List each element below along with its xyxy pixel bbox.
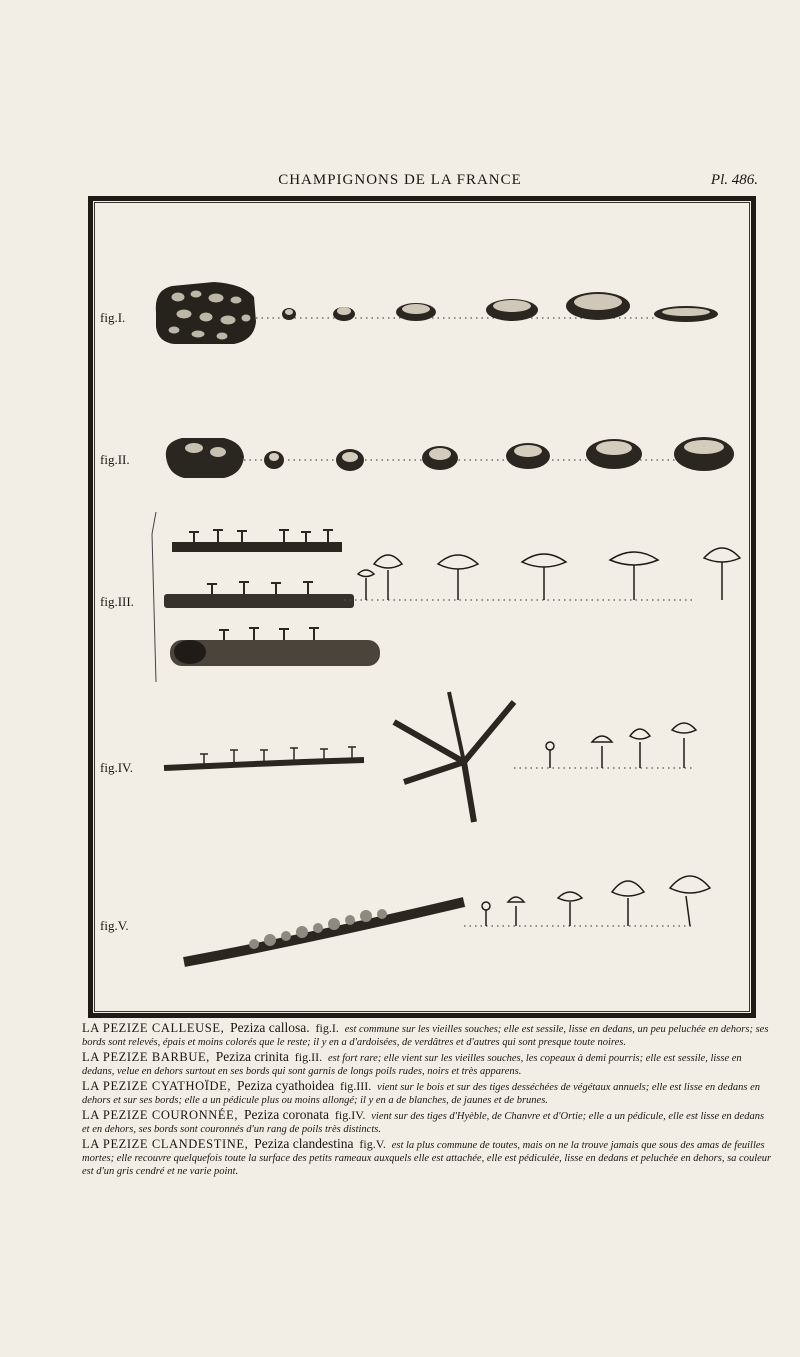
fig-4-illustration [164, 692, 696, 822]
caption-fig: fig.V. [359, 1137, 386, 1151]
caption-fig: fig.IV. [334, 1108, 366, 1122]
caption-fig: fig.I. [315, 1021, 339, 1035]
figure-label: fig.III. [100, 594, 134, 609]
fig-5-illustration [184, 876, 710, 962]
caption-latin: Peziza callosa. [230, 1020, 310, 1035]
caption-entry [82, 1138, 772, 1178]
fig-3-illustration [152, 512, 740, 682]
caption-latin: Peziza cyathoidea [237, 1078, 335, 1093]
figure-label: fig.V. [100, 918, 129, 933]
caption-latin: Peziza crinita [215, 1049, 289, 1064]
caption-title: LA PEZIZE CLANDESTINE, [82, 1137, 249, 1151]
caption-entry [82, 1051, 772, 1078]
caption-latin: Peziza coronata [243, 1107, 330, 1122]
caption-entry [82, 1109, 772, 1136]
caption-latin: Peziza clandestina [254, 1136, 354, 1151]
caption-description: est la plus commune de toutes, mais on ne la trouve jamais que sous des amas de feuilles mortes; elle recouvre quelquefois toute la surface des petits rameaux auxquels elle est attachée, elle est pédiculée, lisse en dedans et peluchée en dehors, sa couleur est d'un gris cendré et ne varie point. [82, 1140, 772, 1177]
caption-block [82, 1022, 772, 1180]
figure-label: fig.II. [100, 452, 130, 467]
figure-label: fig.I. [100, 310, 126, 325]
fig-2-illustration [166, 437, 734, 478]
plate-title: CHAMPIGNONS DE LA FRANCE [278, 172, 522, 188]
caption-entry [82, 1080, 772, 1107]
caption-title: LA PEZIZE CYATHOÏDE, [82, 1079, 232, 1093]
caption-description: vient sur le bois et sur des tiges desséchées de végétaux annuels; elle est lisse en dedans en dehors et sur ses bords; elle a un pédicule plus ou moins allongé; il y en a de blanches, de jaunes et de brunes. [82, 1082, 761, 1106]
illustration [94, 202, 750, 1012]
caption-title: LA PEZIZE CALLEUSE, [82, 1021, 225, 1035]
caption-entry [82, 1022, 772, 1049]
caption-fig: fig.III. [339, 1079, 372, 1093]
caption-fig: fig.II. [294, 1050, 323, 1064]
figure-label: fig.IV. [100, 760, 133, 775]
caption-description: est fort rare; elle vient sur les vieilles souches, les copeaux à demi pourris; elle est sessile, lisse en dedans, velue en dehors surtout en ses bords qui sont garnis de longs poils rudes, noirs et très apparens. [82, 1053, 742, 1077]
caption-description: est commune sur les vieilles souches; elle est sessile, lisse en dedans, un peu peluchée en dehors; ses bords sont relevés, épais et moins colorés que le reste; il y en a d'ardoisées, de verdâtres et d'autres qui sont presque toute noires. [82, 1024, 769, 1048]
caption-title: LA PEZIZE BARBUE, [82, 1050, 210, 1064]
caption-description: vient sur des tiges d'Hyèble, de Chanvre et d'Ortie; elle a un pédicule, elle est lisse en dedans et en dehors, ses bords sont couronnés d'un rang de poils très distincts. [82, 1111, 765, 1135]
caption-title: LA PEZIZE COURONNÉE, [82, 1108, 239, 1122]
plate-number: Pl. 486. [710, 172, 758, 188]
fig-1-illustration [156, 282, 718, 344]
